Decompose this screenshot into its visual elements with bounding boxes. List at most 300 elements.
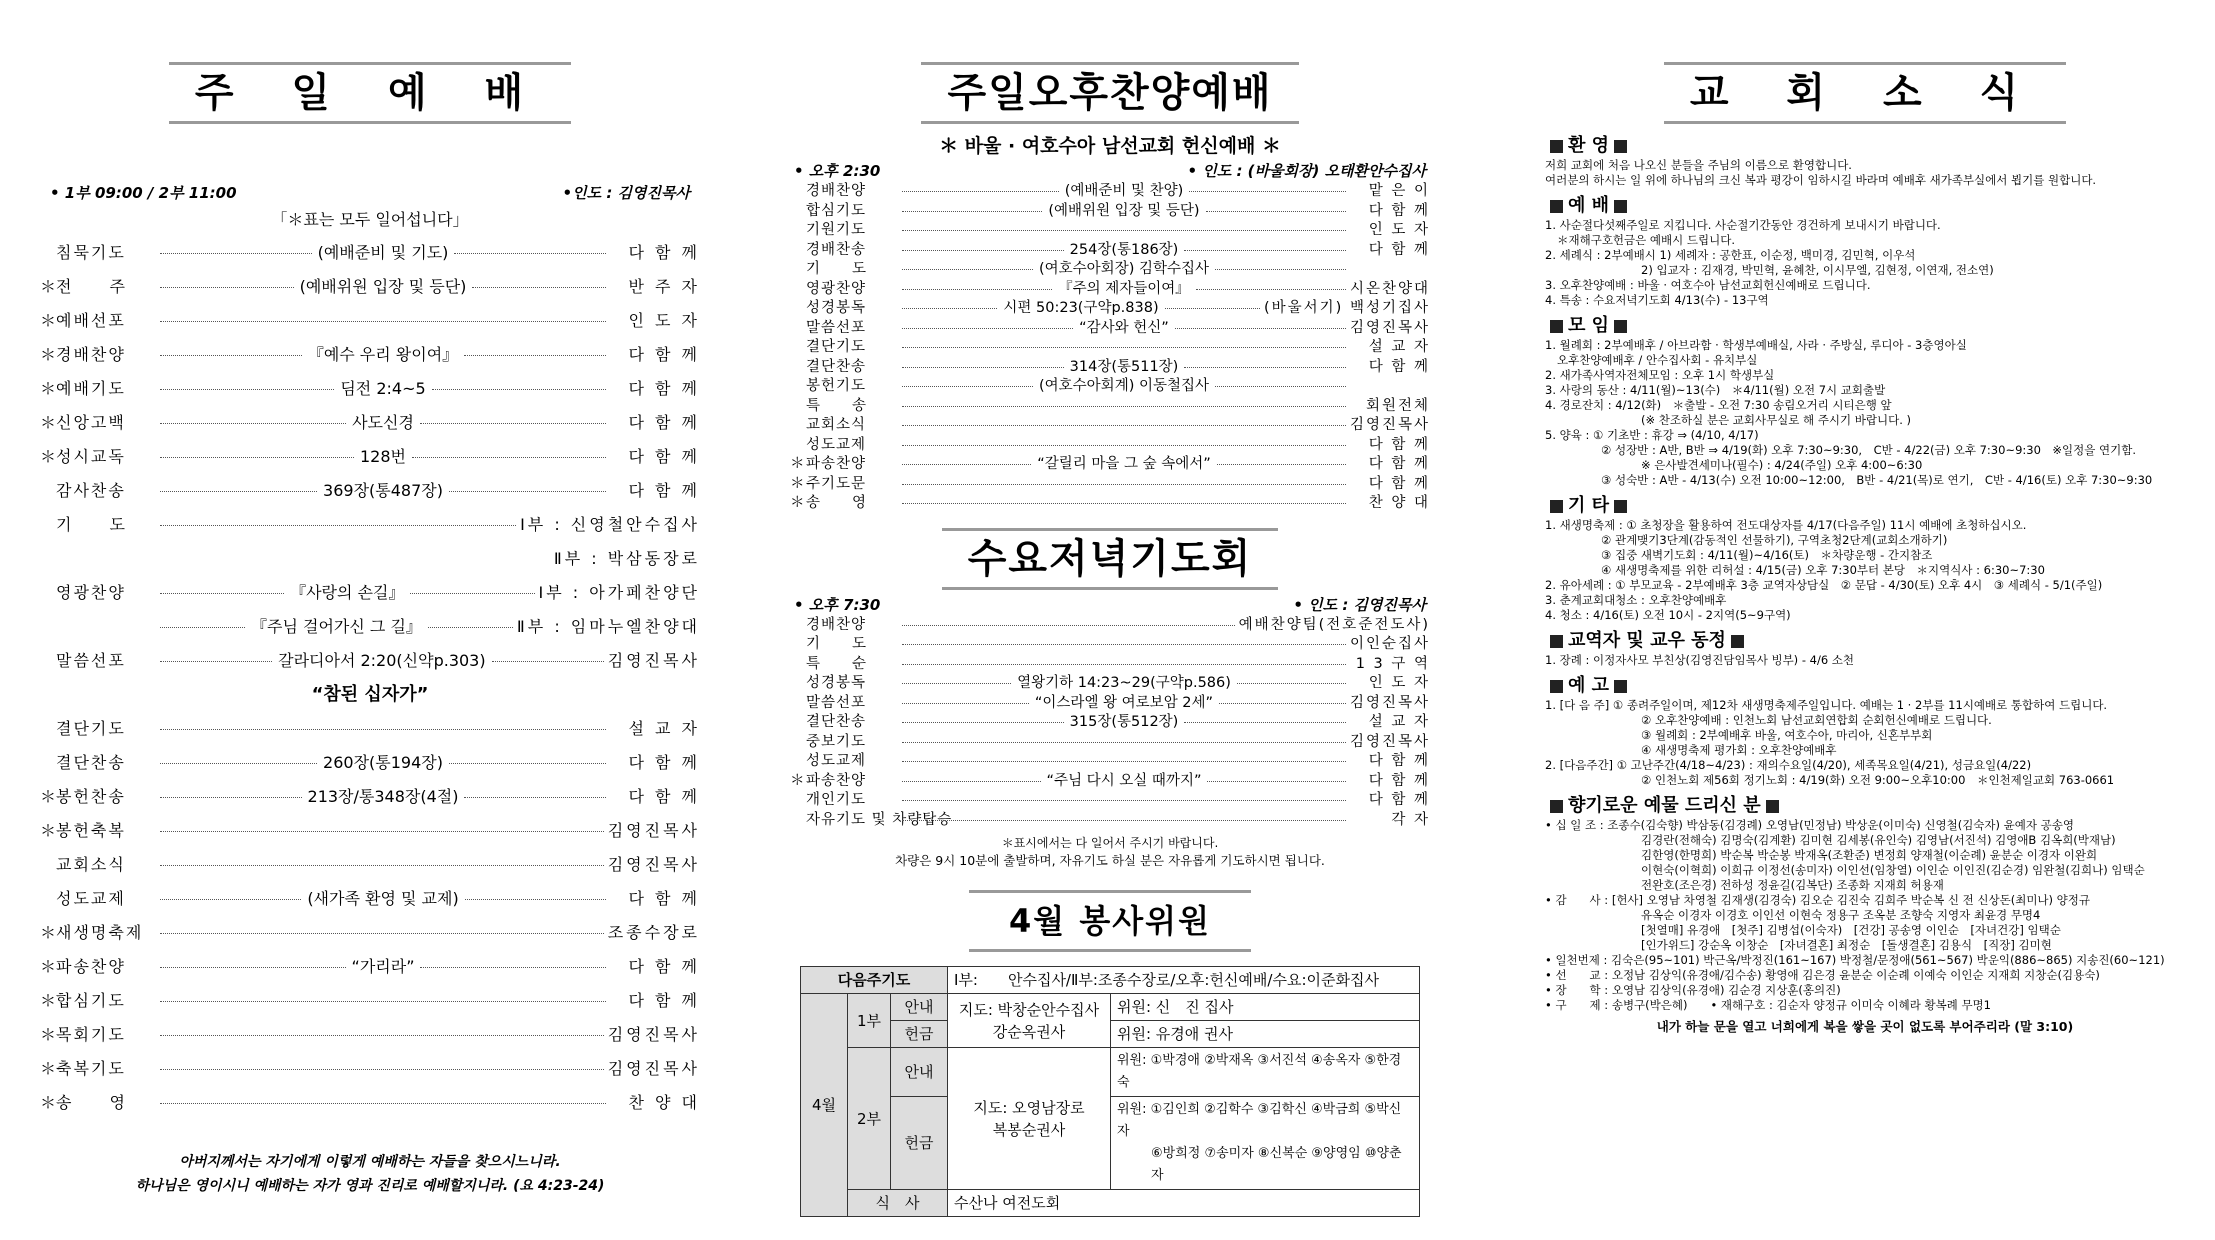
item-content: 딤전 2:4~5 — [340, 379, 426, 398]
sunday-sermon-title: “참된 십자가” — [311, 684, 429, 705]
quote-line-2: 하나님은 영이시니 예배하는 자가 영과 진리로 예배할지니라. (요 4:23-24) — [135, 1178, 605, 1194]
dots — [160, 967, 346, 968]
order-row — [790, 241, 1430, 261]
item-person: 김영진목사 — [1349, 417, 1430, 433]
item-name: 특 순 — [806, 655, 868, 672]
dots — [160, 355, 302, 356]
month-cell: 4월 — [801, 994, 848, 1217]
square-icon — [1614, 500, 1627, 513]
order-row — [790, 377, 1430, 397]
item-name: 감사찬송 — [56, 481, 126, 500]
dots — [454, 253, 606, 254]
news-line: • 감 사 : [헌사] 오영남 차영철 김재생(김경숙) 김오순 김진숙 김희주 박순복 신 전 신상돈(최미나) 양정규 — [1545, 893, 2091, 907]
item-person: 김영진목사 — [607, 1059, 700, 1078]
dots — [902, 367, 1064, 368]
news-line: • 십 일 조 : 조종수(김숙향) 박삼동(김경례) 오영남(민정남) 박상운(이미숙) 신영철(김숙자) 윤예자 공송영 — [1545, 818, 2074, 832]
staff-heading — [1545, 629, 2185, 653]
item-person: 다 함 께 — [1368, 202, 1430, 219]
item-person: 다 함 께 — [1368, 753, 1430, 769]
order-row — [40, 304, 700, 338]
item-content: 『사랑의 손길』 — [290, 583, 405, 602]
afternoon-section — [790, 0, 1430, 1217]
item-name: 파송찬양 — [806, 456, 867, 472]
star-mark: ＊ — [40, 957, 57, 976]
dots — [160, 933, 604, 934]
meal-label: 식 사 — [848, 1190, 948, 1217]
news-line: 이현숙(이혁희) 이희규 이정선(송미자) 이인선(임창열) 이인순 이인진(김순경) 임완철(김희나) 임택순 — [1641, 863, 2145, 877]
item-content: 시편 50:23(구약p.838) — [1003, 300, 1159, 316]
dots — [160, 1001, 606, 1002]
dotted-leader — [156, 882, 610, 916]
item-person: 인 도 자 — [1368, 675, 1430, 691]
item-person: 다 함 께 — [628, 957, 700, 976]
dotted-leader — [898, 503, 1350, 504]
dots — [464, 797, 606, 798]
dotted-leader — [156, 950, 610, 984]
square-icon — [1614, 140, 1627, 153]
item-person: 김영진목사 — [1349, 694, 1430, 711]
dots — [160, 797, 302, 798]
item-person: 인 도 자 — [1368, 222, 1430, 238]
dots — [1165, 308, 1260, 309]
dots — [472, 287, 606, 288]
news-line: 김한영(한명희) 박순복 박순봉 박재옥(조환준) 변정희 양재철(이순례) 윤분순 이경자 이완희 — [1641, 848, 2098, 862]
square-icon — [1550, 635, 1563, 648]
dotted-leader — [156, 865, 608, 866]
item-content: 213장/통348장(4절) — [307, 787, 459, 806]
item-person: 회원전체 — [1365, 397, 1430, 414]
item-person: 다 함 께 — [628, 447, 700, 466]
item-person: 시온찬양대 — [1349, 280, 1430, 297]
dotted-leader — [156, 525, 520, 526]
item-name: 신앙고백 — [56, 413, 126, 432]
news-line: 3. 오후찬양예배 : 바울 · 여호수아 남선교회헌신예배로 드립니다. — [1545, 278, 1871, 292]
item-content: (새가족 환영 및 교제) — [307, 889, 459, 908]
news-line: [인가위드] 강순옥 이창순 [자녀결혼] 최정순 [돌생결혼] 김용식 [직장] 김미현 — [1641, 938, 2052, 952]
square-icon — [1550, 140, 1563, 153]
dots — [902, 722, 1064, 723]
order-row — [40, 950, 700, 984]
order-row — [790, 772, 1430, 792]
news-line: 2. 유아세례 : ① 부모교육 - 2부예배후 3층 교역자상담실 ② 문답 - 4/30(토) 오후 4시 ③ 세례식 - 5/1(주일) — [1545, 578, 2103, 592]
dots — [902, 761, 1346, 762]
dots — [902, 781, 1041, 782]
afternoon-title: 주일오후찬양예배 — [921, 62, 1298, 124]
square-icon — [1550, 680, 1563, 693]
item-person: 김영진목사 — [1349, 319, 1430, 336]
order-row — [40, 1052, 700, 1086]
dotted-leader — [898, 713, 1350, 733]
news-title-wrap — [1545, 62, 2185, 124]
item-content: 369장(통487장) — [323, 481, 443, 500]
square-icon — [1614, 320, 1627, 333]
dots — [160, 593, 284, 594]
order-row — [790, 475, 1430, 495]
news-line: ③ 월례회 : 2부예배후 바울, 여호수아, 마리아, 신혼부부회 — [1641, 728, 1933, 742]
order-row — [40, 780, 700, 814]
news-line: 1. [다 음 주] ① 종려주일이며, 제12차 새생명축제주일입니다. 예배는 1 · 2부를 11시예배로 통합하여 드립니다. — [1545, 698, 2108, 712]
item-person: 다 함 께 — [628, 243, 700, 262]
dotted-leader — [898, 358, 1350, 378]
news-line: 2. 세례식 : 2부예배시 1) 세례자 : 공한표, 이순정, 백미경, 김민혁, 이우석 — [1545, 248, 1916, 262]
item-content: “가리라” — [351, 957, 415, 976]
item-name: 파송찬양 — [806, 772, 867, 789]
item-name: 기 도 — [806, 636, 868, 652]
part1-leader-line2: 강순옥권사 — [992, 1022, 1066, 1041]
welcome-list — [1545, 158, 2185, 188]
item-name: 축복기도 — [56, 1059, 126, 1078]
welcome-heading — [1545, 134, 2185, 158]
offering-list — [1545, 818, 2185, 1013]
news-line: 1. 월례회 : 2부예배후 / 아브라함 · 학생부예배실, 사라 · 주방실, 루디아 - 3층영아실 — [1545, 338, 1967, 352]
part2-offering-line1: 위원: ①김인희 ②김학수 ③김학신 ④박금희 ⑤박신자 — [1117, 1102, 1402, 1139]
dots — [1196, 289, 1346, 290]
order-row — [40, 440, 700, 474]
etc-list — [1545, 518, 2185, 623]
news-line: 오후찬양예배후 / 안수집사회 - 유치부실 — [1557, 353, 1758, 367]
dotted-leader — [156, 1001, 610, 1002]
stand-note: 「＊표는 모두 일어섭니다」 — [271, 210, 469, 229]
dots — [410, 593, 534, 594]
part1-cell: 1부 — [848, 994, 891, 1048]
dots — [902, 269, 1033, 270]
dots — [420, 423, 606, 424]
item-person: 반 주 자 — [628, 277, 700, 296]
dots — [160, 423, 346, 424]
part2-offering-members — [1111, 1097, 1420, 1190]
dots — [902, 289, 1052, 290]
wednesday-time: • 오후 7:30 — [794, 595, 881, 614]
offering-heading-text: 향기로운 예물 드리신 분 — [1568, 795, 1761, 816]
dotted-leader — [156, 1035, 608, 1036]
dots — [160, 1103, 606, 1104]
order-row — [790, 221, 1430, 241]
dotted-leader — [898, 664, 1350, 665]
item-person: Ⅱ부 : 박삼동장로 — [553, 549, 700, 568]
star-mark: ＊ — [40, 311, 57, 330]
item-person: 다 함 께 — [1368, 456, 1430, 472]
item-name: 송 영 — [56, 1093, 127, 1112]
dots — [160, 865, 604, 866]
dots — [902, 644, 1346, 645]
offering-heading — [1545, 794, 2185, 818]
item-person: 다 함 께 — [628, 481, 700, 500]
meeting-heading — [1545, 314, 2185, 338]
news-line: 4. 청소 : 4/16(토) 오전 10시 - 2지역(5~9구역) — [1545, 608, 1791, 622]
part2-leader-line2: 복봉순권사 — [992, 1120, 1066, 1139]
etc-heading — [1545, 494, 2185, 518]
news-line: ③ 성숙반 : A반 - 4/13(수) 오전 10:00~12:00, B반 - 4/21(목)로 연기, C반 - 4/16(토) 오후 7:30~9:30 — [1601, 473, 2153, 487]
servers-title: 4월 봉사위원 — [969, 890, 1251, 952]
star-mark: ＊ — [40, 991, 57, 1010]
dotted-leader — [898, 644, 1350, 645]
news-line: ③ 집중 새벽기도회 : 4/11(월)~4/16(토) ＊차량운행 - 간지참조 — [1601, 548, 1933, 562]
order-row — [790, 694, 1430, 714]
dotted-leader — [156, 1069, 608, 1070]
dots — [902, 683, 1011, 684]
item-person: Ⅱ부 : 임마누엘찬양대 — [516, 617, 700, 636]
dots — [902, 445, 1346, 446]
item-person: 조종수장로 — [607, 923, 700, 942]
order-row — [40, 236, 700, 270]
dots — [1206, 211, 1346, 212]
order-row — [790, 455, 1430, 475]
item-name: 자유기도 및 차량탑승 — [806, 811, 953, 828]
item-person: 김영진목사 — [607, 821, 700, 840]
item-name: 영광찬양 — [806, 280, 867, 297]
sunday-title: 주 일 예 배 — [169, 62, 571, 124]
item-name: 말씀선포 — [806, 319, 867, 336]
dotted-leader — [156, 610, 517, 644]
item-person: 인 도 자 — [628, 311, 700, 330]
dots — [420, 967, 606, 968]
item-content: 128번 — [360, 447, 406, 466]
order-row — [40, 1018, 700, 1052]
item-person: 다 함 께 — [1368, 358, 1430, 375]
dotted-leader — [898, 280, 1350, 300]
star-mark: ＊ — [40, 1025, 57, 1044]
notice-heading-text: 예 고 — [1568, 675, 1610, 696]
worship-list — [1545, 218, 2185, 308]
dots — [160, 1069, 604, 1070]
order-row — [40, 882, 700, 916]
item-name: 말씀선포 — [806, 694, 867, 711]
order-row — [40, 372, 700, 406]
meeting-heading-text: 모 임 — [1568, 315, 1610, 336]
item-name: 성경봉독 — [806, 675, 867, 691]
order-row — [790, 752, 1430, 772]
news-line: ② 관계맺기3단계(감동적인 선물하기), 구역초청2단계(교회소개하기) — [1601, 533, 1948, 547]
order-row — [790, 358, 1430, 378]
dots — [1184, 250, 1346, 251]
dotted-leader — [898, 820, 1350, 821]
dotted-leader — [156, 440, 610, 474]
item-name: 결단기도 — [56, 719, 126, 738]
dotted-leader — [898, 377, 1350, 397]
wednesday-order-list — [790, 616, 1430, 831]
dotted-leader — [898, 742, 1350, 743]
star-mark: ＊ — [40, 277, 57, 296]
dots — [428, 627, 513, 628]
dotted-leader — [898, 319, 1350, 339]
item-name: 새생명축제 — [56, 923, 144, 942]
item-person: 다 함 께 — [628, 889, 700, 908]
item-person: 찬 양 대 — [1368, 495, 1430, 511]
star-mark: ＊ — [790, 475, 805, 492]
dotted-leader — [898, 772, 1350, 792]
item-content: 사도신경 — [352, 413, 414, 432]
order-row — [790, 635, 1430, 655]
afternoon-meta — [790, 160, 1430, 182]
dotted-leader — [898, 260, 1350, 280]
news-line: 1. 장례 : 이정자사모 부친상(김영진담임목사 빙부) - 4/6 소천 — [1545, 653, 1855, 667]
wednesday-note-2: 차량은 9시 10분에 출발하며, 자유기도 하실 분은 자유롭게 기도하시면 됩니다. — [895, 853, 1325, 868]
dots — [160, 457, 354, 458]
dotted-leader — [898, 241, 1350, 261]
part1-offering-label: 헌금 — [891, 1021, 948, 1048]
dotted-leader — [156, 270, 610, 304]
dots — [1207, 781, 1346, 782]
news-section — [1545, 0, 2185, 1037]
item-name: 영광찬양 — [56, 583, 126, 602]
sunday-order-list — [40, 236, 700, 678]
star-mark: ＊ — [40, 1093, 57, 1112]
item-name: 결단찬송 — [56, 753, 126, 772]
part2-cell: 2부 — [848, 1048, 891, 1190]
square-icon — [1550, 800, 1563, 813]
order-row — [790, 655, 1430, 675]
order-row — [40, 984, 700, 1018]
item-name: 성도교제 — [56, 889, 126, 908]
item-name: 합심기도 — [56, 991, 126, 1010]
dots — [902, 191, 1059, 192]
item-person: 김영진목사 — [607, 1025, 700, 1044]
news-line: [첫열매] 유경애 [첫주] 김병섭(이숙자) [건강] 공송영 이인순 [자녀건강] 임택순 — [1641, 923, 2061, 937]
meeting-list — [1545, 338, 2185, 488]
item-person: 맡 은 이 — [1368, 183, 1430, 199]
servers-title-wrap — [790, 890, 1430, 952]
item-name: 경배찬송 — [806, 241, 867, 258]
staff-heading-text: 교역자 및 교우 동정 — [1568, 630, 1726, 651]
order-row — [790, 338, 1430, 358]
notice-heading — [1545, 674, 2185, 698]
news-line: (※ 찬조하실 분은 교회사무실로 해 주시기 바랍니다. ) — [1641, 413, 1912, 427]
item-name: 개인기도 — [806, 792, 867, 808]
item-name: 전 주 — [56, 277, 127, 296]
item-person: 김영진목사 — [1349, 733, 1430, 750]
item-content: (예배준비 및 찬양) — [1064, 183, 1184, 199]
dotted-leader — [156, 933, 608, 934]
news-line: 2. [다음주간] ① 고난주간(4/18~4/23) : 재의수요일(4/20), 세족목요일(4/21), 성금요일(4/22) — [1545, 758, 2032, 772]
worship-heading-text: 예 배 — [1568, 195, 1610, 216]
item-name: 교회소식 — [56, 855, 126, 874]
news-line: ※ 은사발견세미나(필수) : 4/24(주일) 오후 4:00~6:30 — [1641, 458, 1923, 472]
dots — [432, 389, 606, 390]
star-mark: ＊ — [40, 413, 57, 432]
order-row — [790, 299, 1430, 319]
order-row — [40, 508, 700, 542]
item-person: 다 함 께 — [628, 345, 700, 364]
item-name: 합심기도 — [806, 202, 867, 219]
notice-list — [1545, 698, 2185, 788]
sunday-meta — [40, 182, 700, 204]
dots — [160, 525, 516, 526]
square-icon — [1550, 320, 1563, 333]
sunday-worship-section — [40, 0, 700, 1198]
item-name: 예배기도 — [56, 379, 126, 398]
dotted-leader — [156, 576, 539, 610]
item-person: 김영진목사 — [607, 855, 700, 874]
news-line: • 구 제 : 송병구(박은혜) • 재해구호 : 김순자 양정규 이미숙 이혜라 황복례 무명1 — [1545, 998, 1991, 1012]
item-content: (여호수아회장) 김학수집사 — [1039, 261, 1209, 277]
item-content: 254장(통186장) — [1069, 241, 1179, 258]
dots — [902, 386, 1033, 387]
part2-guide-label: 안내 — [891, 1048, 948, 1097]
order-row — [40, 542, 700, 576]
star-mark: ＊ — [40, 447, 57, 466]
dots — [160, 491, 317, 492]
item-name: 경배찬양 — [56, 345, 126, 364]
item-name: 중보기도 — [806, 733, 867, 750]
news-title: 교 회 소 식 — [1664, 62, 2066, 124]
item-person: 김영진목사 — [607, 651, 700, 670]
worship-heading — [1545, 194, 2185, 218]
dots — [465, 899, 606, 900]
order-row — [40, 474, 700, 508]
star-mark: ＊ — [790, 495, 805, 511]
item-person: Ⅰ부 : 신영철안수집사 — [520, 515, 700, 534]
item-name: 경배찬양 — [806, 183, 867, 199]
dots — [902, 625, 1235, 626]
order-row — [790, 202, 1430, 222]
dots — [160, 627, 245, 628]
sunday-order-list-2 — [40, 712, 700, 1120]
news-line: • 장 학 : 오영남 김상익(유경애) 김순경 지상훈(홍의진) — [1545, 983, 1841, 997]
part1-guide-members: 위원: 신 진 집사 — [1111, 994, 1420, 1021]
news-line: ④ 새생명축제 평가회 : 오후찬양예배후 — [1641, 743, 1837, 757]
star-mark: ＊ — [40, 787, 57, 806]
item-name: 특 송 — [806, 397, 868, 414]
wednesday-leader: • 인도 : 김영진목사 — [1293, 595, 1426, 614]
next-week-value: Ⅰ부: 안수집사/Ⅱ부:조종수장로/오후:헌신예배/수요:이준화집사 — [948, 967, 1420, 994]
dotted-leader — [156, 406, 610, 440]
item-name: 말씀선포 — [56, 651, 126, 670]
item-person: 예배찬양팀(전호준전도사) — [1238, 616, 1430, 633]
item-content: (예배준비 및 기도) — [317, 243, 449, 262]
sunday-time: • 1부 09:00 / 2부 11:00 — [50, 184, 237, 202]
square-icon — [1614, 200, 1627, 213]
item-content: 『주의 제자들이여』 — [1058, 280, 1190, 297]
order-row — [790, 674, 1430, 694]
news-line: ② 인천노회 제56회 정기노회 : 4/19(화) 오전 9:00~오후10:00 ＊인천제일교회 763-0661 — [1641, 773, 2115, 787]
item-person: 설 교 자 — [1368, 339, 1430, 355]
dotted-leader — [898, 425, 1350, 426]
square-icon — [1766, 800, 1779, 813]
dotted-leader — [898, 694, 1350, 714]
item-name: 기 도 — [56, 515, 127, 534]
order-row — [40, 270, 700, 304]
dots — [902, 800, 1346, 801]
dots — [902, 742, 1346, 743]
news-line: ＊재해구호헌금은 예배시 드립니다. — [1557, 233, 1735, 247]
dots — [160, 661, 272, 662]
star-mark: ＊ — [790, 456, 805, 472]
news-line: 4. 특송 : 수요저녁기도회 4/13(수) - 13구역 — [1545, 293, 1769, 307]
order-row — [790, 494, 1430, 514]
dots — [902, 425, 1346, 426]
item-content: 315장(통512장) — [1069, 714, 1179, 730]
order-row — [790, 397, 1430, 417]
item-person: 다 함 께 — [1368, 241, 1430, 258]
staff-list — [1545, 653, 2185, 668]
dots — [902, 308, 997, 309]
item-content: 『예수 우리 왕이여』 — [307, 345, 459, 364]
order-row — [790, 182, 1430, 202]
part2-leader-line1: 지도: 오영남장로 — [973, 1098, 1085, 1117]
item-name: 결단기도 — [806, 339, 867, 355]
item-name: 성도교제 — [806, 753, 867, 769]
item-person: 다 함 께 — [1368, 772, 1430, 789]
news-line: ④ 새생명축제를 위한 리허설 : 4/15(금) 오후 7:30부터 본당 ＊지역식사 : 6:30~7:30 — [1601, 563, 2045, 577]
item-content: 『주님 걸어가신 그 길』 — [251, 617, 422, 636]
item-name: 봉헌찬송 — [56, 787, 126, 806]
item-name: 성도교제 — [806, 436, 867, 453]
order-row — [790, 260, 1430, 280]
item-content: 열왕기하 14:23~29(구약p.586) — [1017, 675, 1231, 691]
item-name: 결단찬송 — [806, 714, 867, 730]
dots — [160, 389, 334, 390]
afternoon-order-list — [790, 182, 1430, 514]
